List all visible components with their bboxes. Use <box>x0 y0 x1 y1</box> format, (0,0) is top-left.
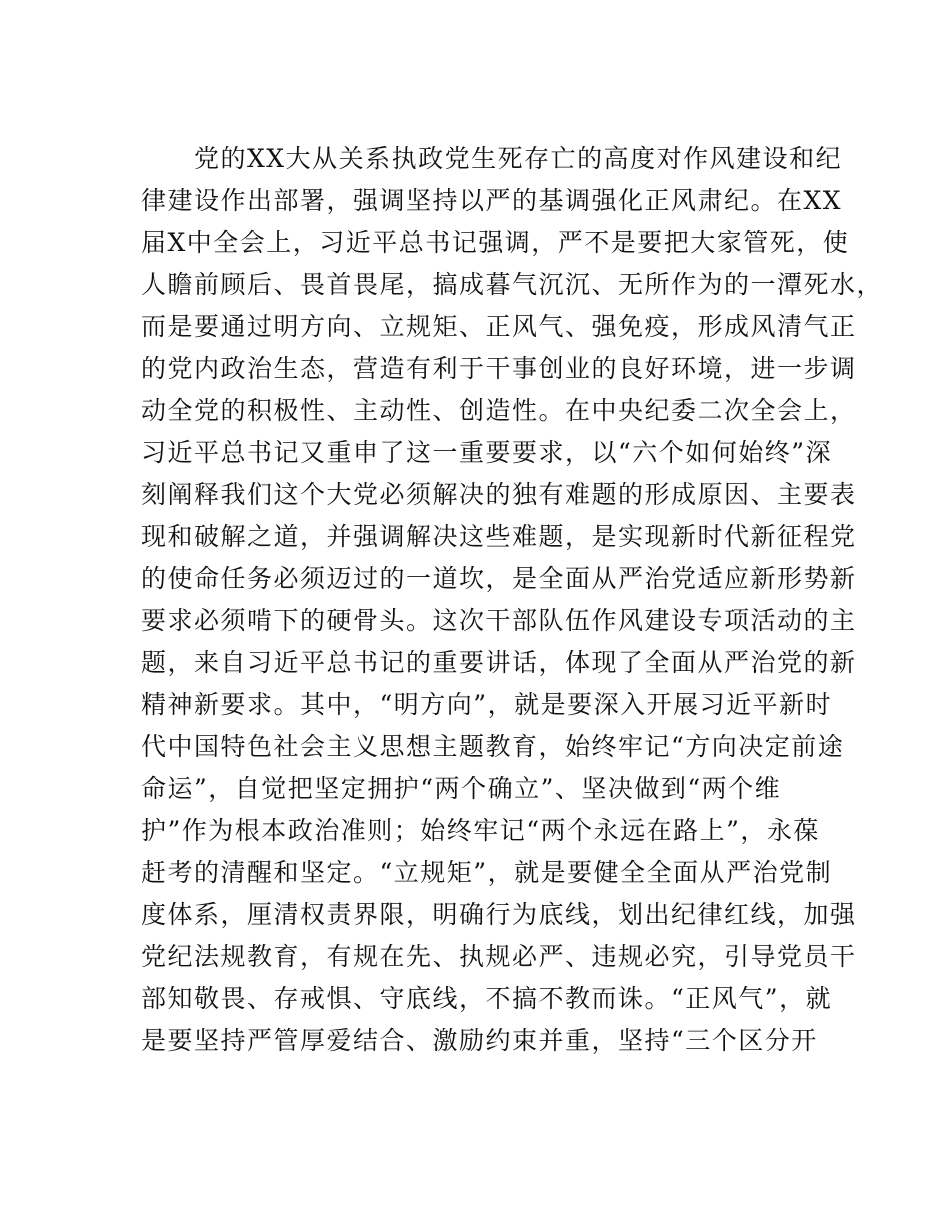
text-line: 律建设作出部署，强调坚持以严的基调强化正风肃纪。在XX <box>141 186 843 215</box>
text-line: 度体系，厘清权责界限，明确行为底线，划出纪律红线，加强 <box>141 900 857 929</box>
text-line: 题，来自习近平总书记的重要讲话，体现了全面从严治党的新 <box>141 648 857 677</box>
text-line: 党纪法规教育，有规在先、执规必严、违规必究，引导党员干 <box>141 942 857 971</box>
body-paragraph <box>141 138 884 1062</box>
text-line: 部知敬畏、存戒惧、守底线，不搞不教而诛。“正风气”，就 <box>141 984 833 1013</box>
text-line: 精神新要求。其中，“明方向”，就是要深入开展习近平新时 <box>141 690 833 719</box>
text-line: 的使命任务必须迈过的一道坎，是全面从严治党适应新形势新 <box>141 564 857 593</box>
text-line: 动全党的积极性、主动性、创造性。在中央纪委二次全会上， <box>141 396 857 425</box>
text-line: 要求必须啃下的硬骨头。这次干部队伍作风建设专项活动的主 <box>141 606 857 635</box>
text-line: 现和破解之道，并强调解决这些难题，是实现新时代新征程党 <box>141 522 857 551</box>
text-line: 代中国特色社会主义思想主题教育，始终牢记“方向决定前途 <box>141 732 845 761</box>
text-line: 而是要通过明方向、立规矩、正风气、强免疫，形成风清气正 <box>141 312 857 341</box>
text-line: 赶考的清醒和坚定。“立规矩”，就是要健全全面从严治党制 <box>141 858 833 887</box>
text-line: 人瞻前顾后、畏首畏尾，搞成暮气沉沉、无所作为的一潭死水， <box>141 270 884 299</box>
text-line: 是要坚持严管厚爱结合、激励约束并重，坚持“三个区分开 <box>141 1026 818 1055</box>
text-line: 习近平总书记又重申了这一重要要求，以“六个如何始终”深 <box>141 438 833 467</box>
text-line: 的党内政治生态，营造有利于干事创业的良好环境，进一步调 <box>141 354 857 383</box>
text-line: 届X中全会上，习近平总书记强调，严不是要把大家管死，使 <box>141 228 850 257</box>
text-line: 党的XX大从关系执政党生死存亡的高度对作风建设和纪 <box>141 144 843 173</box>
text-line: 命运”，自觉把坚定拥护“两个确立”、坚决做到“两个维 <box>141 774 782 803</box>
text-line: 刻阐释我们这个大党必须解决的独有难题的形成原因、主要表 <box>141 480 857 509</box>
text-line: 护”作为根本政治准则；始终牢记“两个永远在路上”，永葆 <box>141 816 820 845</box>
